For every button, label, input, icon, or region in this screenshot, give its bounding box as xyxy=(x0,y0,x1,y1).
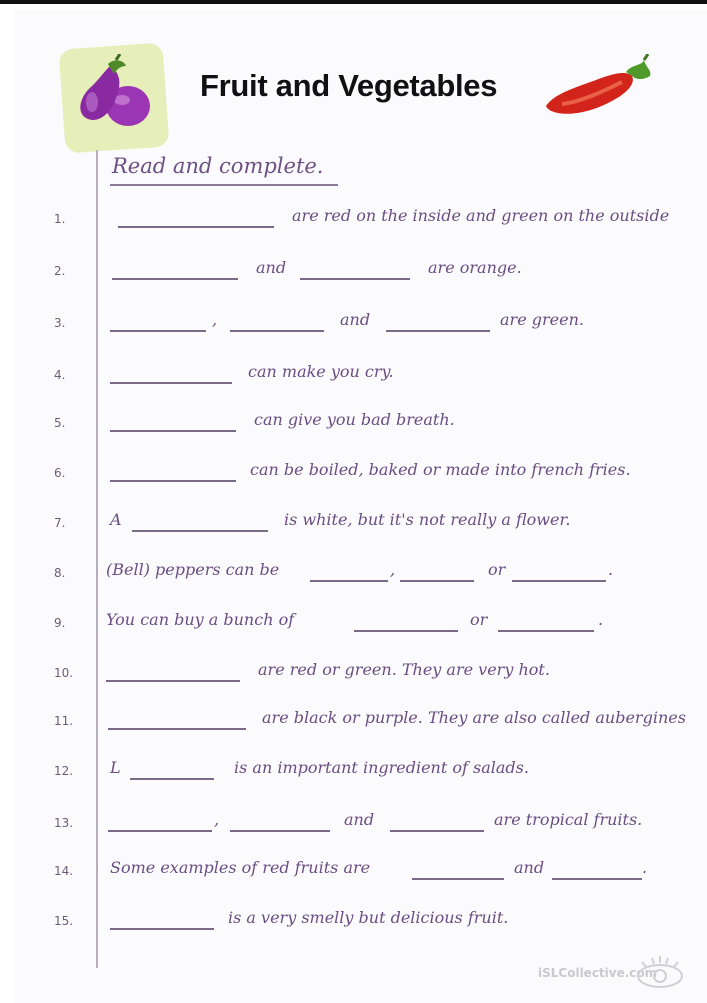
sentence-text: are red on the inside and green on the outside xyxy=(292,206,670,225)
item-number: 12. xyxy=(54,764,74,778)
sentence-text: or xyxy=(488,560,506,579)
exercise-item xyxy=(0,558,707,598)
item-number: 7. xyxy=(54,516,66,530)
sentence-text: and xyxy=(256,258,287,277)
answer-blank[interactable] xyxy=(230,830,330,832)
exercise-item xyxy=(0,608,707,648)
item-number: 4. xyxy=(54,368,66,382)
sentence-text: . xyxy=(642,858,648,877)
answer-blank[interactable] xyxy=(354,630,458,632)
exercise-item xyxy=(0,458,707,498)
item-number: 6. xyxy=(54,466,66,480)
answer-blank[interactable] xyxy=(412,878,504,880)
answer-blank[interactable] xyxy=(110,928,214,930)
exercise-item xyxy=(0,508,707,548)
item-number: 1. xyxy=(54,212,66,226)
sentence-text: Some examples of red fruits are xyxy=(110,858,371,877)
answer-blank[interactable] xyxy=(300,278,410,280)
answer-blank[interactable] xyxy=(230,330,324,332)
item-number: 14. xyxy=(54,864,74,878)
sentence-text: , xyxy=(390,560,396,579)
eggplant-icon xyxy=(70,54,166,140)
eye-logo-icon xyxy=(632,952,688,992)
sentence-text: . xyxy=(608,560,614,579)
sentence-text: (Bell) peppers can be xyxy=(106,560,280,579)
exercise-item xyxy=(0,256,707,296)
exercise-item xyxy=(0,808,707,848)
sentence-text: can make you cry. xyxy=(248,362,394,381)
answer-blank[interactable] xyxy=(552,878,642,880)
sentence-text: are green. xyxy=(500,310,584,329)
answer-blank[interactable] xyxy=(512,580,606,582)
sentence-text: L xyxy=(110,758,121,777)
answer-blank[interactable] xyxy=(130,778,214,780)
sentence-text: are black or purple. They are also called aubergines xyxy=(262,708,686,727)
sentence-text: , xyxy=(214,810,220,829)
answer-blank[interactable] xyxy=(110,480,236,482)
credit-text: iSLCollective.com xyxy=(538,966,658,980)
sentence-text: is a very smelly but delicious fruit. xyxy=(228,908,509,927)
instruction-heading: Read and complete. xyxy=(112,154,324,178)
exercise-item xyxy=(0,756,707,796)
exercise-item xyxy=(0,906,707,946)
answer-blank[interactable] xyxy=(110,430,236,432)
answer-blank[interactable] xyxy=(132,530,268,532)
sentence-text: and xyxy=(514,858,545,877)
item-number: 10. xyxy=(54,666,74,680)
answer-blank[interactable] xyxy=(310,580,388,582)
sentence-text: . xyxy=(598,610,604,629)
answer-blank[interactable] xyxy=(106,680,240,682)
exercise-item xyxy=(0,204,707,244)
exercise-item xyxy=(0,856,707,896)
page-title: Fruit and Vegetables xyxy=(200,68,498,103)
sentence-text: are orange. xyxy=(428,258,522,277)
sentence-text: is an important ingredient of salads. xyxy=(234,758,529,777)
sentence-text: A xyxy=(110,510,122,529)
answer-blank[interactable] xyxy=(400,580,474,582)
item-number: 11. xyxy=(54,714,74,728)
top-border xyxy=(0,0,707,4)
answer-blank[interactable] xyxy=(110,330,206,332)
sentence-text: are red or green. They are very hot. xyxy=(258,660,550,679)
instruction-underline xyxy=(110,184,338,186)
item-number: 8. xyxy=(54,566,66,580)
sentence-text: can be boiled, baked or made into french fries. xyxy=(250,460,631,479)
exercise-item xyxy=(0,408,707,448)
sentence-text: and xyxy=(340,310,371,329)
item-number: 5. xyxy=(54,416,66,430)
item-number: 3. xyxy=(54,316,66,330)
sentence-text: or xyxy=(470,610,488,629)
exercise-item xyxy=(0,360,707,400)
item-number: 13. xyxy=(54,816,74,830)
exercise-item xyxy=(0,658,707,698)
chili-pepper-icon xyxy=(540,54,658,124)
item-number: 2. xyxy=(54,264,66,278)
answer-blank[interactable] xyxy=(112,278,238,280)
item-number: 15. xyxy=(54,914,74,928)
exercise-item xyxy=(0,308,707,348)
answer-blank[interactable] xyxy=(108,830,212,832)
item-number: 9. xyxy=(54,616,66,630)
answer-blank[interactable] xyxy=(108,728,246,730)
answer-blank[interactable] xyxy=(390,830,484,832)
answer-blank[interactable] xyxy=(118,226,274,228)
sentence-text: , xyxy=(212,310,218,329)
sentence-text: are tropical fruits. xyxy=(494,810,643,829)
exercise-item xyxy=(0,706,707,746)
answer-blank[interactable] xyxy=(386,330,490,332)
sentence-text: and xyxy=(344,810,375,829)
answer-blank[interactable] xyxy=(498,630,594,632)
answer-blank[interactable] xyxy=(110,382,232,384)
sentence-text: is white, but it's not really a flower. xyxy=(284,510,571,529)
sentence-text: can give you bad breath. xyxy=(254,410,455,429)
sentence-text: You can buy a bunch of xyxy=(106,610,295,629)
